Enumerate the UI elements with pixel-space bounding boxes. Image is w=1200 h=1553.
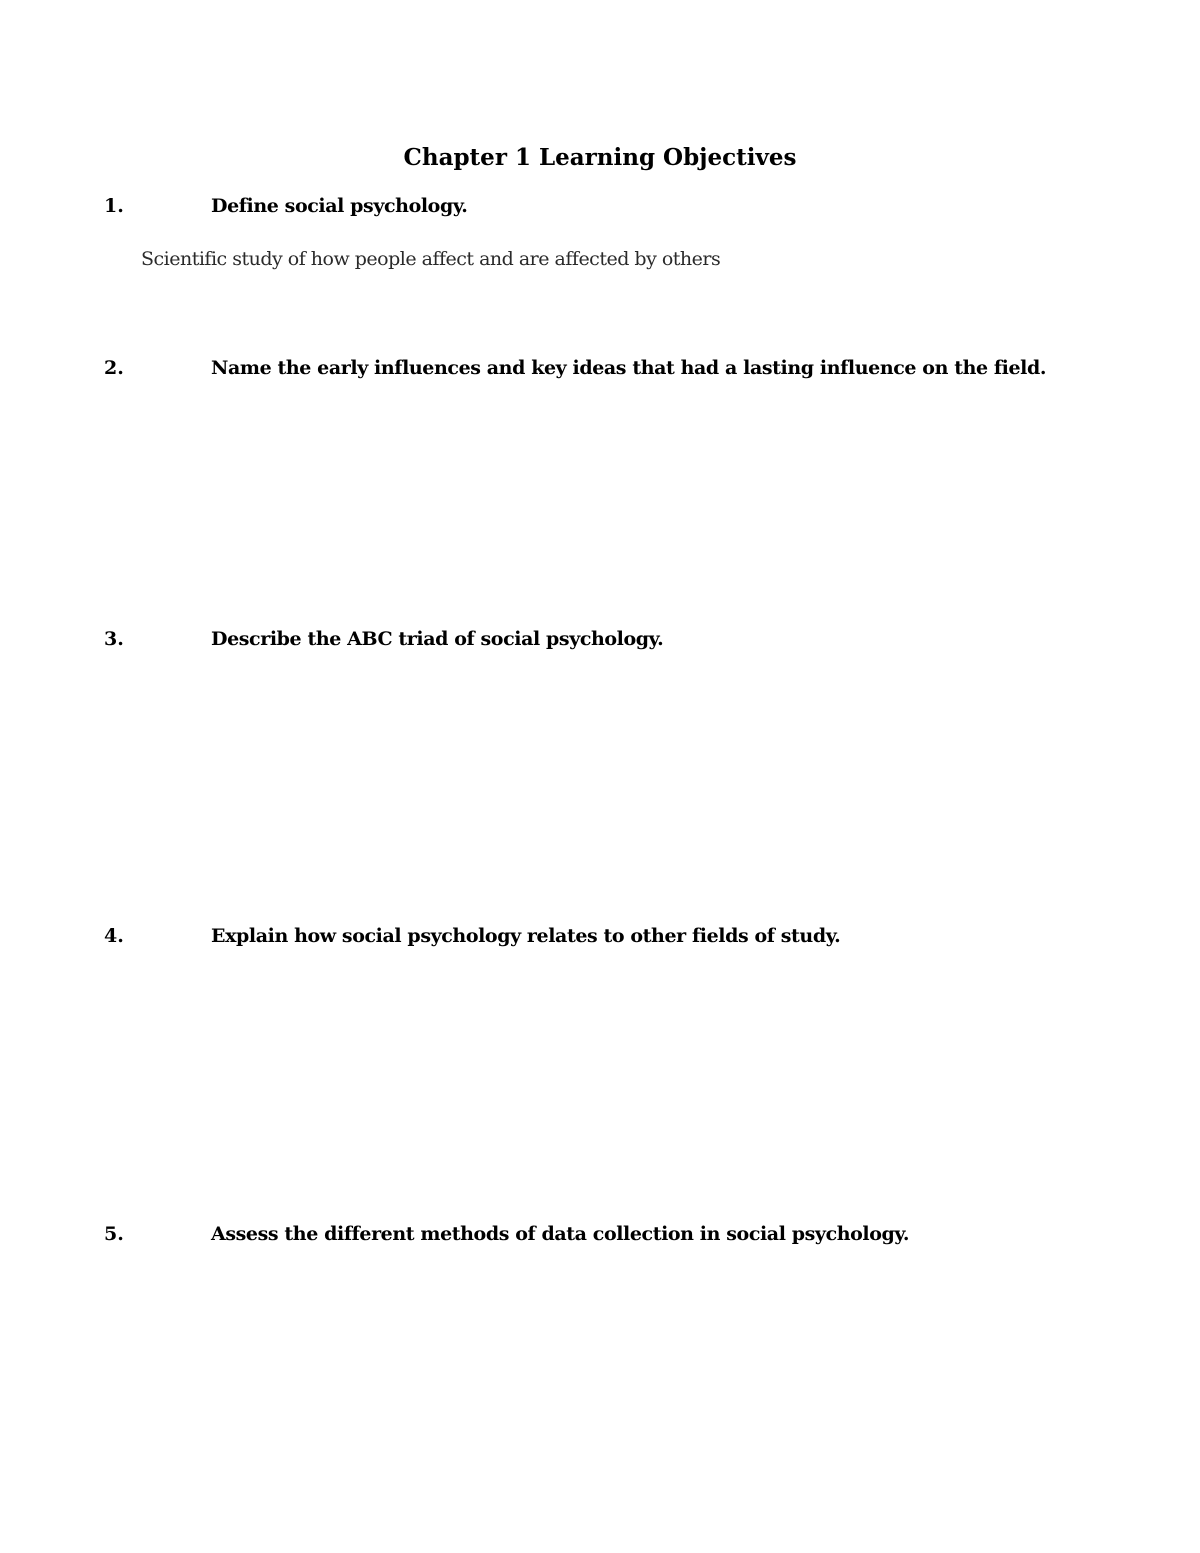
objective-5 xyxy=(0,1220,1200,1250)
objective-1 xyxy=(0,192,1200,222)
page-title: Chapter 1 Learning Objectives xyxy=(403,144,797,171)
objective-4 xyxy=(0,922,1200,952)
objective-2 xyxy=(0,354,1200,384)
objective-number: 1. xyxy=(104,195,124,217)
objective-text: Describe the ABC triad of social psychology. xyxy=(211,628,664,650)
objective-number: 3. xyxy=(104,628,124,650)
objective-text: Name the early influences and key ideas that had a lasting influence on the field. xyxy=(211,357,1047,379)
objective-number: 5. xyxy=(104,1223,124,1245)
objective-number: 4. xyxy=(104,925,124,947)
answer-text-1: Scientific study of how people affect and are affected by others xyxy=(141,248,721,270)
objective-text: Define social psychology. xyxy=(211,195,468,217)
objective-text: Explain how social psychology relates to other fields of study. xyxy=(211,925,841,947)
objective-text: Assess the different methods of data collection in social psychology. xyxy=(211,1223,910,1245)
objective-number: 2. xyxy=(104,357,124,379)
objective-3 xyxy=(0,625,1200,655)
